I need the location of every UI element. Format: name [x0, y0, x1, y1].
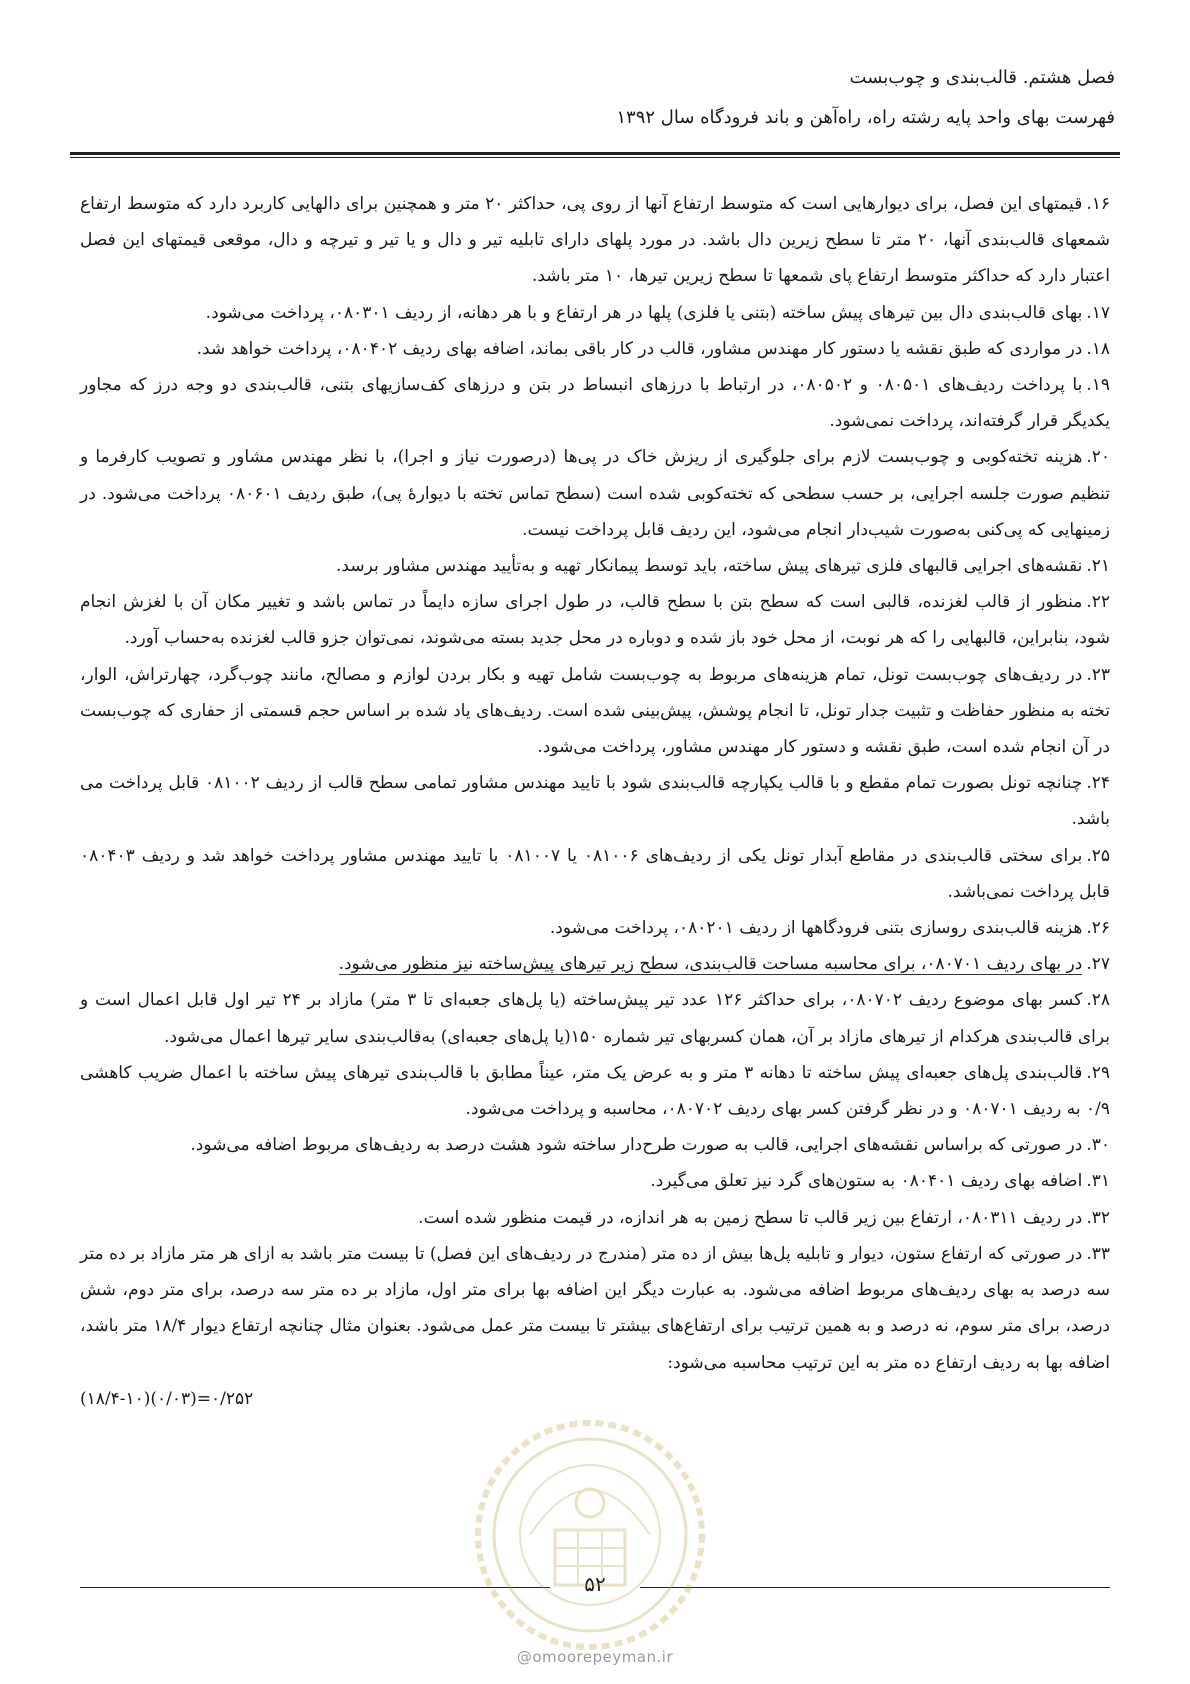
paragraph-text: در صورتی که براساس نقشه‌های اجرایی، قالب به صورت طرح‌دار ساخته شود هشت درصد به ردیف‌های مربوط اضافه می‌شود. [190, 1135, 1083, 1156]
paragraph-number: ۲۷. [1086, 954, 1110, 975]
paragraph-text: اضافه بهای ردیف ۰۸۰۴۰۱ به ستون‌های گرد نیز تعلق می‌گیرد. [650, 1171, 1083, 1192]
paragraph-24 [80, 765, 1110, 837]
paragraph-20 [80, 439, 1110, 548]
paragraph-text: برای سختی قالب‌بندی در مقاطع آبدار تونل یکی از ردیف‌های ۰۸۱۰۰۶ یا ۰۸۱۰۰۷ با تایید مهندس مشاور پرداخت خواهد شد و ردیف ۰۸۰۴۰۳ قابل پرداخت نمی‌باشد. [80, 845, 1110, 902]
paragraph-number: ۲۱. [1086, 556, 1110, 577]
paragraph-number: ۲۴. [1086, 773, 1110, 794]
paragraph-29 [80, 1055, 1110, 1127]
paragraph-number: ۱۹. [1086, 375, 1110, 396]
paragraph-text: در ردیف‌های چوب‌بست تونل، تمام هزینه‌های مربوط به چوب‌بست شامل تهیه و بکار بردن لوازم و مصالح، مانند چوب‌گرد، چهارتراش، الوار، تخته به منظور حفاظت و تثبیت جدار تونل، تا انجام پوشش، پیش‌بینی شده است. ردیف‌های یاد شده بر اساس حجم قسمتی از حفاری که چوب‌بست در آن انجام شده است، طبق نقشه و دستور کار مهندس مشاور، پرداخت می‌شود. [80, 664, 1110, 758]
paragraph-number: ۳۱. [1086, 1171, 1110, 1192]
paragraph-text: در مواردی که طبق نقشه یا دستور کار مهندس مشاور، قالب در کار باقی بماند، اضافه بهای ردیف ۰۸۰۴۰۲، پرداخت خواهد شد. [196, 338, 1083, 359]
paragraph-19 [80, 367, 1110, 439]
paragraph-number: ۳۲. [1086, 1207, 1110, 1228]
paragraph-text: نقشه‌های اجرایی قالبهای فلزی تیرهای پیش ساخته، باید توسط پیمانکار تهیه و به‌تأیید مهندس مشاور برسد. [336, 556, 1083, 577]
formula-row [80, 1381, 1110, 1417]
paragraph-number: ۲۳. [1086, 664, 1110, 685]
paragraph-number: ۳۰. [1086, 1135, 1110, 1156]
paragraph-text: در بهای ردیف ۰۸۰۷۰۱، برای محاسبه مساحت قالب‌بندی، سطح زیر تیرهای پیش‌ساخته نیز منظور می‌شود. [338, 954, 1083, 975]
header-rule-thin [70, 157, 1120, 158]
paragraph-text: با پرداخت ردیف‌های ۰۸۰۵۰۱ و ۰۸۰۵۰۲، در ارتباط با درزهای انبساط در بتن و درزهای کف‌سازیهای بتنی، قالب‌بندی دو وجه درز که مجاور یکدیگر قرار گرفته‌اند، پرداخت نمی‌شود. [80, 375, 1110, 432]
paragraph-text: هزینه قالب‌بندی روسازی بتنی فرودگاهها از ردیف ۰۸۰۲۰۱، پرداخت می‌شود. [549, 918, 1083, 939]
formula: (۱۸/۴-۱۰)(۰/۰۳)=۰/۲۵۲ [80, 1388, 254, 1409]
paragraph-text: منظور از قالب لغزنده، قالبی است که سطح بتن با سطح قالب، در طول اجرای سازه دایماً در تماس باشد و تغییر مکان آن با لغزش انجام شود، بنابراین، قالبهایی را که هر نوبت، از محل خود باز شده و دوباره در محل جدید بسته می‌شوند، نمی‌توان جزو قالب لغزنده به‌حساب آورد. [80, 592, 1110, 649]
paragraph-16 [80, 186, 1110, 295]
paragraph-text: قالب‌بندی پل‌های جعبه‌ای پیش ساخته تا دهانه ۳ متر و به عرض یک متر، عیناً مطابق با قالب‌بندی تیرهای پیش ساخته با اعمال ضریب کاهشی ۰/۹ به ردیف ۰۸۰۷۰۱ و در نظر گرفتن کسر بهای ردیف ۰۸۰۷۰۲، محاسبه و پرداخت می‌شود. [80, 1062, 1110, 1120]
paragraph-text: چنانچه تونل بصورت تمام مقطع و با قالب یکپارچه قالب‌بندی شود با تایید مهندس مشاور تمامی سطح قالب از ردیف ۰۸۱۰۰۲ قابل پرداخت می باشد. [80, 773, 1110, 830]
chapter-title: فصل هشتم. قالب‌بندی و چوب‌بست [849, 67, 1115, 88]
paragraph-number: ۲۲. [1086, 592, 1110, 613]
paragraph-text: بهای قالب‌بندی دال بین تیرهای پیش ساخته (بتنی یا فلزی) پلها در هر ارتفاع و با هر دهانه، از ردیف ۰۸۰۳۰۱، پرداخت می‌شود. [205, 302, 1083, 323]
page-header [75, 58, 1115, 138]
paragraph-number: ۲۶. [1086, 918, 1110, 939]
paragraph-23 [80, 657, 1110, 766]
paragraph-27 [80, 946, 1110, 982]
paragraph-30 [80, 1127, 1110, 1163]
paragraph-number: ۳۳. [1086, 1243, 1110, 1264]
main-content [80, 186, 1110, 1417]
paragraph-28 [80, 982, 1110, 1054]
paragraph-26 [80, 910, 1110, 946]
paragraph-31 [80, 1163, 1110, 1199]
footer-rule-right [640, 1587, 1110, 1588]
paragraph-number: ۲۰. [1086, 447, 1110, 468]
paragraph-text: در ردیف ۰۸۰۳۱۱، ارتفاع بین زیر قالب تا سطح زمین به هر اندازه، در قیمت منظور شده است. [418, 1207, 1083, 1228]
watermark-site: @omoorepeyman.ir [516, 1648, 674, 1666]
page-number: ۵۲ [584, 1572, 606, 1596]
paragraph-number: ۲۸. [1086, 990, 1110, 1011]
paragraph-number: ۱۷. [1086, 302, 1110, 323]
header-rule-thick [70, 152, 1120, 155]
paragraph-33 [80, 1236, 1110, 1381]
paragraph-number: ۱۶. [1086, 194, 1110, 214]
paragraph-text: در صورتی که ارتفاع ستون، دیوار و تابلیه پل‌ها بیش از ده متر (مندرج در ردیف‌های این فصل) تا بیست متر باشد به ازای هر متر مازاد بر ده متر سه درصد به بهای ردیف‌های مربوط اضافه می‌شود. به عبارت دیگر این اضافه بها برای متر اول، مازاد بر ده متر سه درصد، برای متر دوم، شش درصد، برای متر سوم، نه درصد و به همین ترتیب برای ارتفاع‌های بیشتر تا بیست متر عمل می‌شود. بعنوان مثال چنانچه ارتفاع دیوار ۱۸/۴ متر باشد، اضافه بها به ردیف ارتفاع ده متر به این ترتیب محاسبه می‌شود: [80, 1243, 1110, 1373]
paragraph-18 [80, 331, 1110, 367]
paragraph-text: هزینه تخته‌کوبی و چوب‌بست لازم برای جلوگیری از ریزش خاک در پی‌ها (درصورت نیاز و اجرا)، با نظر مهندس مشاور و تصویب کارفرما و تنظیم صورت جلسه اجرایی، بر حسب سطحی که تخته‌کوبی شده است (سطح تماس تخته با دیوارهٔ پی)، طبق ردیف ۰۸۰۶۰۱ پرداخت می‌شود. در زمینهایی که پی‌کنی به‌صورت شیب‌دار انجام می‌شود، این ردیف قابل پرداخت نیست. [80, 447, 1110, 540]
paragraph-number: ۲۹. [1086, 1062, 1110, 1083]
paragraph-number: ۱۸. [1086, 338, 1110, 359]
paragraph-17 [80, 295, 1110, 331]
book-title: فهرست بهای واحد پایه رشته راه، راه‌آهن و باند فرودگاه سال ۱۳۹۲ [616, 107, 1115, 128]
footer-rule-left [80, 1587, 550, 1588]
paragraph-text: قیمتهای این فصل، برای دیوارهایی است که متوسط ارتفاع آنها از روی پی، حداکثر ۲۰ متر و همچنین برای دالهایی کاربرد دارد که متوسط ارتفاع شمعهای قالب‌بندی آنها، ۲۰ متر تا سطح زیرین دال باشد. در مورد پلهای دارای تابلیه تیر و دال و یا تیر و تیرچه و دال، موقعی قیمتهای این فصل اعتبار دارد که حداکثر متوسط ارتفاع پای شمعها تا سطح زیرین تیرها، ۱۰ متر باشد. [80, 194, 1110, 287]
paragraph-32 [80, 1200, 1110, 1236]
paragraph-25 [80, 838, 1110, 910]
paragraph-text: کسر بهای موضوع ردیف ۰۸۰۷۰۲، برای حداکثر ۱۲۶ عدد تیر پیش‌ساخته (یا پل‌های جعبه‌ای تا ۳ متر) مازاد بر ۲۴ تیر اول قابل اعمال است و برای قالب‌بندی هرکدام از تیرهای مازاد بر آن، همان کسربهای تیر شماره ۱۵۰(یا پل‌های جعبه‌ای) به‌قالب‌بندی سایر تیرها اعمال می‌شود. [80, 990, 1110, 1047]
paragraph-number: ۲۵. [1086, 845, 1111, 866]
paragraph-21 [80, 548, 1110, 584]
watermark-seal-icon [470, 1415, 710, 1655]
paragraph-22 [80, 584, 1110, 656]
